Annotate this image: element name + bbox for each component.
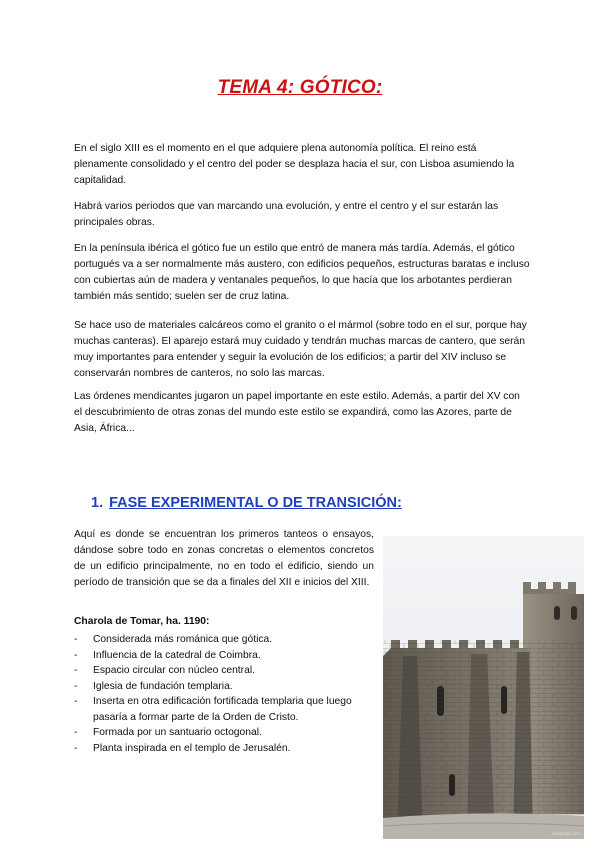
list-item — [74, 694, 374, 725]
list-item-text: Iglesia de fundación templaria. — [93, 680, 233, 692]
list-item-text: Formada por un santuario octogonal. — [93, 727, 262, 738]
section-number: 1. — [91, 495, 104, 511]
list-item — [74, 679, 374, 695]
section-heading-text: FASE EXPERIMENTAL O DE TRANSICIÓN: — [109, 495, 402, 511]
list-item — [74, 632, 374, 648]
bullet-dash: - — [74, 634, 78, 645]
paragraph-iberian-gothic: En la península ibérica el gótico fue un estilo que entró de manera más tardía. Además, el gótico portugués va a ser normalmente más austero, con edificios pequeños, estructuras baratas e incluso con cubiertas aún de madera y ventanales pequeños, lo que hacía que los arbotantes perdieran también más sentido; suelen ser de cruz latina. — [74, 243, 530, 302]
charola-tomar-photo — [383, 536, 584, 839]
bullet-dash: - — [74, 742, 78, 754]
photo-credit: arteguias.com — [551, 831, 580, 836]
section-intro: Aquí es donde se encuentran los primeros tanteos o ensayos, dándose sobre todo en zonas concretas o elementos concretos de un edificio principalmente, no en todo el edificio, siendo un período de transición que se da a finales del XII e inicios del XIII. — [74, 529, 374, 588]
list-item-text: Considerada más románica que gótica. — [93, 634, 273, 645]
paragraph-autonomy: En el siglo XIII es el momento en el que adquiere plena autonomía política. El reino está plenamente consolidado y el centro del poder se desplaza hacia el sur, con Lisboa asumiendo la capitalidad. — [74, 143, 515, 186]
list-item — [74, 725, 374, 741]
list-item-text: Inserta en otra edificación fortificada templaria que luego pasaría a formar parte de la Orden de Cristo. — [93, 696, 352, 723]
list-item — [74, 741, 374, 757]
charola-subheading: Charola de Tomar, ha. 1190: — [74, 616, 210, 627]
page-title: TEMA 4: GÓTICO: — [217, 77, 383, 98]
bullet-dash: - — [74, 727, 78, 738]
bullet-dash: - — [74, 696, 78, 707]
paragraph-materials: Se hace uso de materiales calcáreos como el granito o el mármol (sobre todo en el sur, porque hay muchas canteras). El aparejo estará muy cuidado y tendrán muchas marcas de cantero, que serán muy importantes para entender y seguir la evolución de los edificios; a partir del XIV incluso se conservarán nombres de canteros, no solo las marcas. — [74, 320, 527, 379]
section-heading — [91, 495, 402, 511]
paragraph-periods: Habrá varios periodos que van marcando una evolución, y entre el centro y el sur estarán las principales obras. — [74, 201, 499, 228]
paragraph-mendicant-orders: Las órdenes mendicantes jugaron un papel importante en este estilo. Además, a partir del XV con el descubrimiento de otras zonas del mundo este estilo se expandirá, como las Azores, parte de Asia, África... — [74, 391, 520, 434]
list-item-text: Influencia de la catedral de Coimbra. — [93, 649, 261, 661]
list-item — [74, 663, 374, 679]
list-item-text: Espacio circular con núcleo central. — [93, 665, 255, 676]
bullet-dash: - — [74, 665, 78, 676]
charola-bullet-list — [74, 632, 374, 756]
bullet-dash: - — [74, 680, 78, 692]
bullet-dash: - — [74, 649, 78, 661]
list-item-text: Planta inspirada en el templo de Jerusalén. — [93, 742, 291, 754]
list-item — [74, 648, 374, 664]
castle-illustration — [383, 536, 584, 839]
